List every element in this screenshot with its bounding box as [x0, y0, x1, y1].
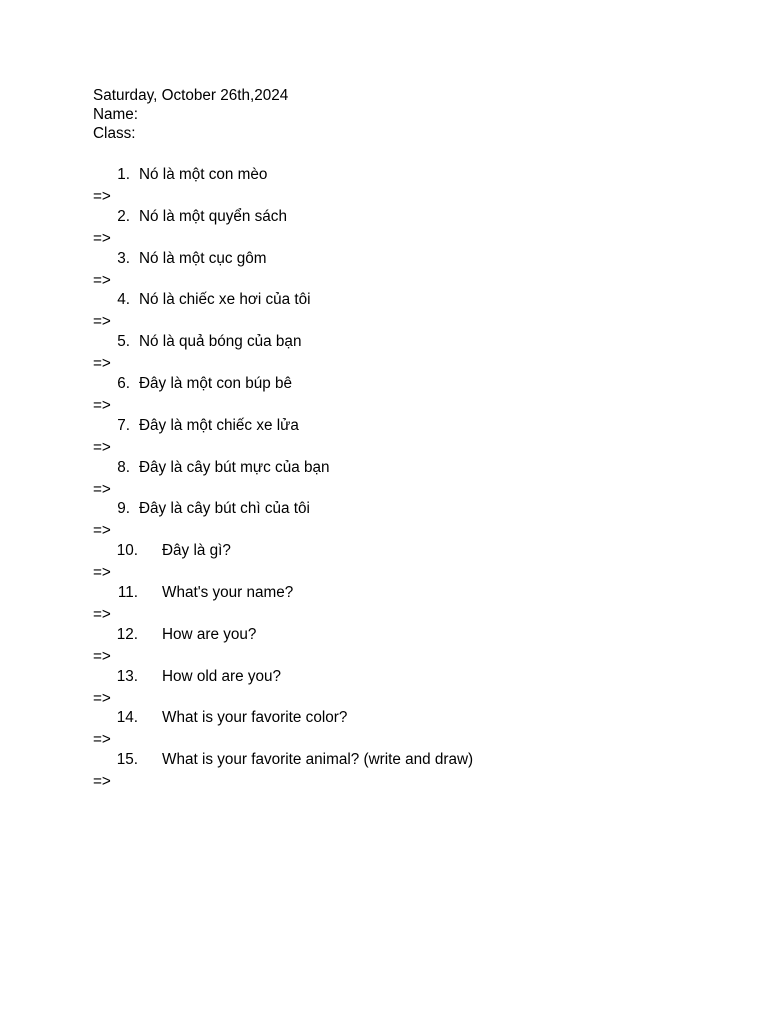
- question-item: [0, 751, 768, 793]
- question-number: 8.: [117, 458, 130, 476]
- question-item: [0, 709, 768, 751]
- question-text: What is your favorite color?: [162, 709, 348, 727]
- question-number: 6.: [117, 374, 130, 392]
- question-number: 15.: [116, 751, 138, 769]
- answer-marker: =>: [93, 438, 111, 456]
- answer-marker: =>: [93, 271, 111, 289]
- question-text: What's your name?: [162, 583, 294, 601]
- question-text: Nó là một con mèo: [139, 166, 268, 183]
- question-item: [0, 208, 768, 250]
- question-item: [0, 291, 768, 333]
- question-text: Đây là một con búp bê: [139, 374, 293, 392]
- question-number: 13.: [116, 667, 138, 685]
- question-item: [0, 166, 768, 208]
- question-item: [0, 500, 768, 542]
- question-number: 14.: [116, 709, 138, 727]
- question-text: Nó là quả bóng của bạn: [139, 333, 302, 351]
- question-number: 9.: [117, 500, 130, 518]
- question-number: 12.: [116, 625, 138, 643]
- question-number: 11.: [117, 583, 138, 601]
- answer-marker: =>: [93, 605, 111, 623]
- answer-marker: =>: [93, 731, 111, 749]
- question-number: 2.: [117, 207, 130, 225]
- class-label: Class:: [93, 125, 136, 142]
- question-item: [0, 668, 768, 710]
- answer-marker: =>: [93, 480, 111, 498]
- answer-marker: =>: [93, 773, 111, 791]
- answer-marker: =>: [93, 229, 111, 247]
- question-item: [0, 459, 768, 501]
- question-number: 3.: [117, 249, 130, 267]
- answer-marker: =>: [93, 396, 111, 414]
- worksheet-header: [93, 86, 288, 143]
- answer-marker: =>: [93, 647, 111, 665]
- answer-marker: =>: [93, 564, 111, 582]
- question-item: [0, 417, 768, 459]
- question-item: [0, 375, 768, 417]
- question-text: Đây là một chiếc xe lửa: [139, 416, 299, 434]
- question-text: Đây là cây bút chì của tôi: [139, 500, 310, 518]
- question-number: 1.: [117, 166, 130, 183]
- question-item: [0, 626, 768, 668]
- question-item: [0, 250, 768, 292]
- answer-marker: =>: [93, 689, 111, 707]
- question-text: How old are you?: [162, 667, 282, 685]
- question-item: [0, 584, 768, 626]
- answer-marker: =>: [93, 522, 111, 540]
- question-text: Nó là chiếc xe hơi của tôi: [139, 291, 311, 309]
- question-item: [0, 333, 768, 375]
- date-line: Saturday, October 26th,2024: [93, 87, 289, 104]
- question-number: 4.: [117, 291, 130, 309]
- question-text: How are you?: [162, 625, 257, 643]
- question-text: Đây là gì?: [162, 542, 231, 560]
- question-number: 7.: [117, 416, 130, 434]
- question-item: [0, 542, 768, 584]
- question-text: Nó là một quyển sách: [139, 207, 287, 225]
- question-number: 5.: [117, 333, 130, 351]
- question-list: [0, 166, 768, 793]
- name-label: Name:: [93, 106, 139, 123]
- answer-marker: =>: [93, 355, 111, 373]
- answer-marker: =>: [93, 188, 111, 205]
- question-text: What is your favorite animal? (write and draw): [162, 751, 474, 769]
- question-number: 10.: [116, 542, 138, 560]
- question-text: Đây là cây bút mực của bạn: [139, 458, 330, 476]
- answer-marker: =>: [93, 313, 111, 331]
- question-text: Nó là một cục gôm: [139, 249, 267, 267]
